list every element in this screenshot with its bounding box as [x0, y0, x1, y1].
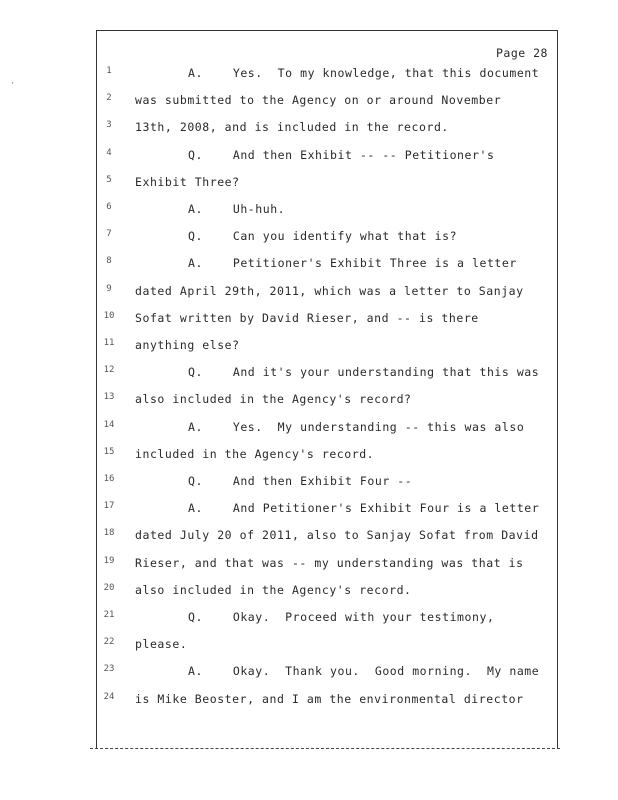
- line-text: dated April 29th, 2011, which was a letter to Sanjay: [135, 283, 524, 298]
- transcript-line: [0, 474, 618, 494]
- line-text: is Mike Beoster, and I am the environmental director: [135, 691, 524, 706]
- line-text: A. Yes. My understanding -- this was also: [188, 419, 525, 434]
- line-number: 10: [103, 310, 115, 321]
- line-number: 9: [106, 283, 112, 294]
- line-number: 20: [103, 582, 115, 593]
- line-text: Q. And then Exhibit Four --: [188, 474, 413, 488]
- line-number: 21: [103, 610, 115, 620]
- transcript-line: [0, 528, 618, 548]
- transcript-line: [0, 501, 618, 521]
- line-text: Q. Okay. Proceed with your testimony,: [188, 610, 495, 624]
- transcript-line: [0, 556, 618, 576]
- line-text: Q. And it's your understanding that this was: [188, 365, 540, 380]
- transcript-line: [0, 229, 618, 249]
- line-text: also included in the Agency's record?: [135, 392, 412, 407]
- line-number: 15: [103, 446, 115, 457]
- line-number: 11: [103, 338, 115, 348]
- transcript-line: [0, 420, 618, 440]
- line-text: also included in the Agency's record.: [135, 582, 412, 597]
- transcript-line: [0, 692, 618, 712]
- scan-speck: ·: [10, 79, 16, 89]
- transcript-line: [0, 392, 618, 412]
- transcript-line: [0, 610, 618, 630]
- line-text: was submitted to the Agency on or around November: [135, 93, 502, 108]
- transcript-line: [0, 93, 618, 113]
- transcript-line: [0, 66, 618, 89]
- line-number: 23: [103, 664, 115, 675]
- line-number: 16: [103, 474, 115, 484]
- transcript-line: [0, 175, 618, 195]
- line-number: 1: [106, 66, 112, 76]
- line-number: 4: [106, 147, 112, 158]
- line-number: 7: [106, 229, 112, 240]
- transcript-line: [0, 148, 618, 168]
- line-text: dated July 20 of 2011, also to Sanjay Sofat from David: [135, 528, 539, 543]
- transcript-line: [0, 338, 618, 358]
- transcript-line: [0, 256, 618, 276]
- line-text: A. And Petitioner's Exhibit Four is a letter: [188, 501, 540, 516]
- line-number: 19: [103, 555, 115, 566]
- line-text: Q. And then Exhibit -- -- Petitioner's: [188, 147, 495, 162]
- line-text: please.: [135, 637, 188, 652]
- transcript-line: [0, 365, 618, 385]
- line-text: A. Okay. Thank you. Good morning. My name: [188, 664, 540, 679]
- transcript-line: [0, 202, 618, 222]
- line-number: 2: [106, 93, 112, 104]
- transcript-line: [0, 583, 618, 603]
- transcript-line: [0, 664, 618, 684]
- line-text: Rieser, and that was -- my understanding was that is: [135, 555, 524, 570]
- line-text: A. Petitioner's Exhibit Three is a letter: [188, 256, 517, 271]
- transcript-line: [0, 284, 618, 304]
- line-number: 18: [103, 528, 115, 539]
- line-text: A. Uh-huh.: [188, 202, 286, 216]
- line-number: 14: [103, 419, 115, 430]
- line-number: 5: [106, 174, 112, 185]
- line-text: Sofat written by David Rieser, and -- is there: [135, 310, 479, 325]
- line-text: Exhibit Three?: [135, 174, 240, 189]
- line-text: A. Yes. To my knowledge, that this document: [188, 66, 540, 80]
- line-number: 24: [103, 691, 115, 702]
- transcript-line: [0, 120, 618, 140]
- line-text: Q. Can you identify what that is?: [188, 229, 458, 244]
- line-text: included in the Agency's record.: [135, 446, 375, 461]
- line-number: 13: [103, 392, 115, 403]
- line-number: 6: [106, 202, 112, 212]
- transcript-line: [0, 637, 618, 657]
- line-number: 12: [103, 365, 115, 376]
- line-number: 22: [103, 637, 115, 648]
- line-number: 3: [106, 120, 112, 131]
- transcript-line: [0, 447, 618, 467]
- transcript-line: [0, 311, 618, 331]
- line-number: 8: [106, 256, 112, 267]
- page-number: Page 28: [496, 46, 548, 60]
- line-number: 17: [103, 501, 115, 512]
- line-text: anything else?: [135, 338, 240, 352]
- bottom-rule: [90, 748, 560, 749]
- line-text: 13th, 2008, and is included in the record.: [135, 120, 449, 135]
